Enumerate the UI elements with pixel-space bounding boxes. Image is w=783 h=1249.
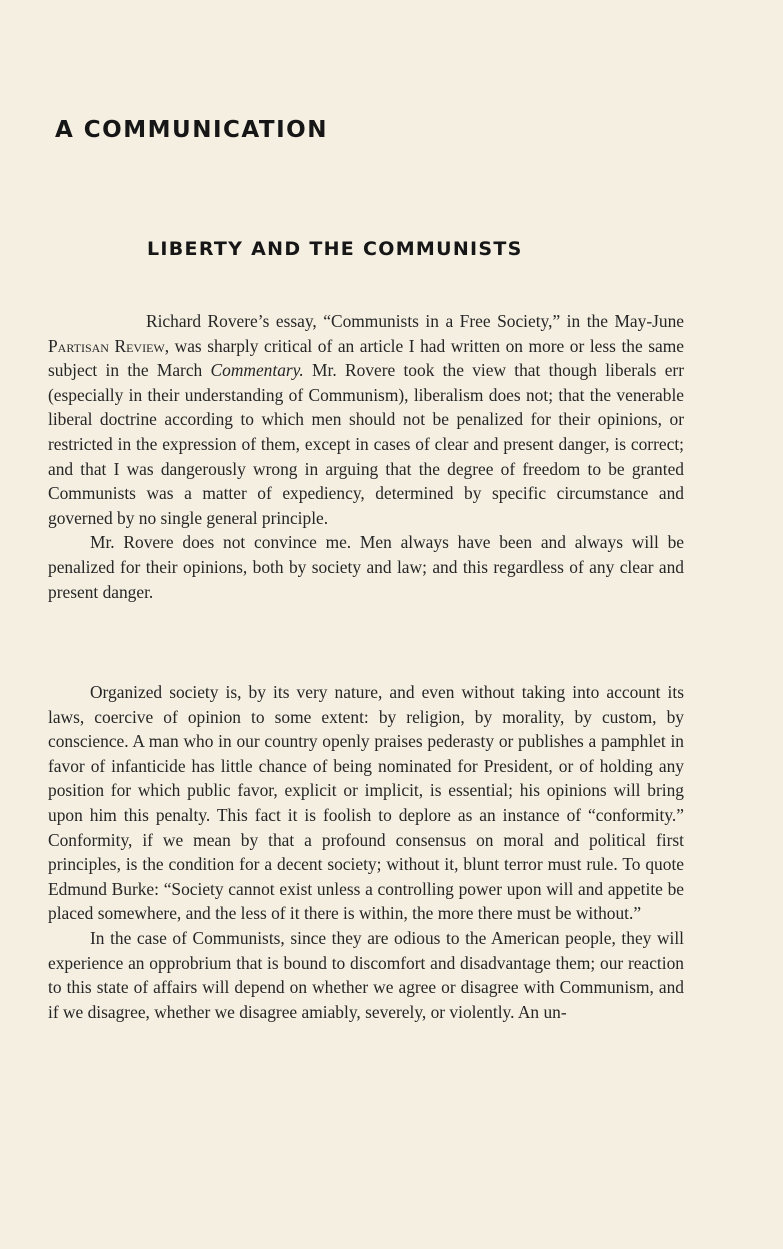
journal-name: Partisan Review [48,335,165,356]
body-block-second [48,680,684,1024]
paragraph-1-text-a: Richard Rovere’s essay, “Communists in a Free Society,” in the May-June [146,311,684,331]
paragraph-2: Mr. Rovere does not convince me. Men always have been and always will be penalized for their opinions, both by society and law; and this regardless of any clear and present danger. [48,532,684,602]
paragraph-1-text-c: , was sharply critical of an article I had written on more or less the same subject in the March [48,335,684,381]
paragraph-1-text-e: Mr. Rovere took the view that though liberals err (especially in their understanding of Communism), liberalism does not; that the venerable liberal doctrine according to which men should not be penalized for their opinions, or restricted in the expression of them, except in cases of clear and present danger, is correct; and that I was dangerously wrong in arguing that the degree of freedom to be granted Communists was a matter of expediency, determined by specific circumstance and governed by no single general principle. [48,360,684,528]
magazine-name: Commentary. [210,360,304,381]
section-heading: A COMMUNICATION [55,117,328,143]
paragraph-3: Organized society is, by its very nature, and even without taking into account its laws, coercive of opinion to some extent: by religion, by morality, by custom, by conscience. A man who in our country openly praises pederasty or publishes a pamphlet in favor of infanticide has little chance of being nominated for President, or of holding any position for which public favor, explicit or implicit, is essential; his opinions will bring upon him this penalty. This fact it is foolish to deplore as an instance of “conformity.” Conformity, if we mean by that a profound consensus on moral and political first principles, is the condition for a decent society; without it, blunt terror must rule. To quote Edmund Burke: “Society cannot exist unless a controlling power upon will and appetite be placed somewhere, and the less of it there is within, the more there must be without.” [48,682,684,924]
paragraph-4: In the case of Communists, since they are odious to the American people, they will experience an opprobrium that is bound to discomfort and disadvantage them; our reaction to this state of affairs will depend on whether we agree or disagree with Communism, and if we disagree, whether we disagree amiably, severely, or violently. An un- [48,927,684,1022]
paragraph-1 [48,309,684,530]
body-block-first [48,309,684,604]
article-title: LIBERTY AND THE COMMUNISTS [147,238,523,260]
